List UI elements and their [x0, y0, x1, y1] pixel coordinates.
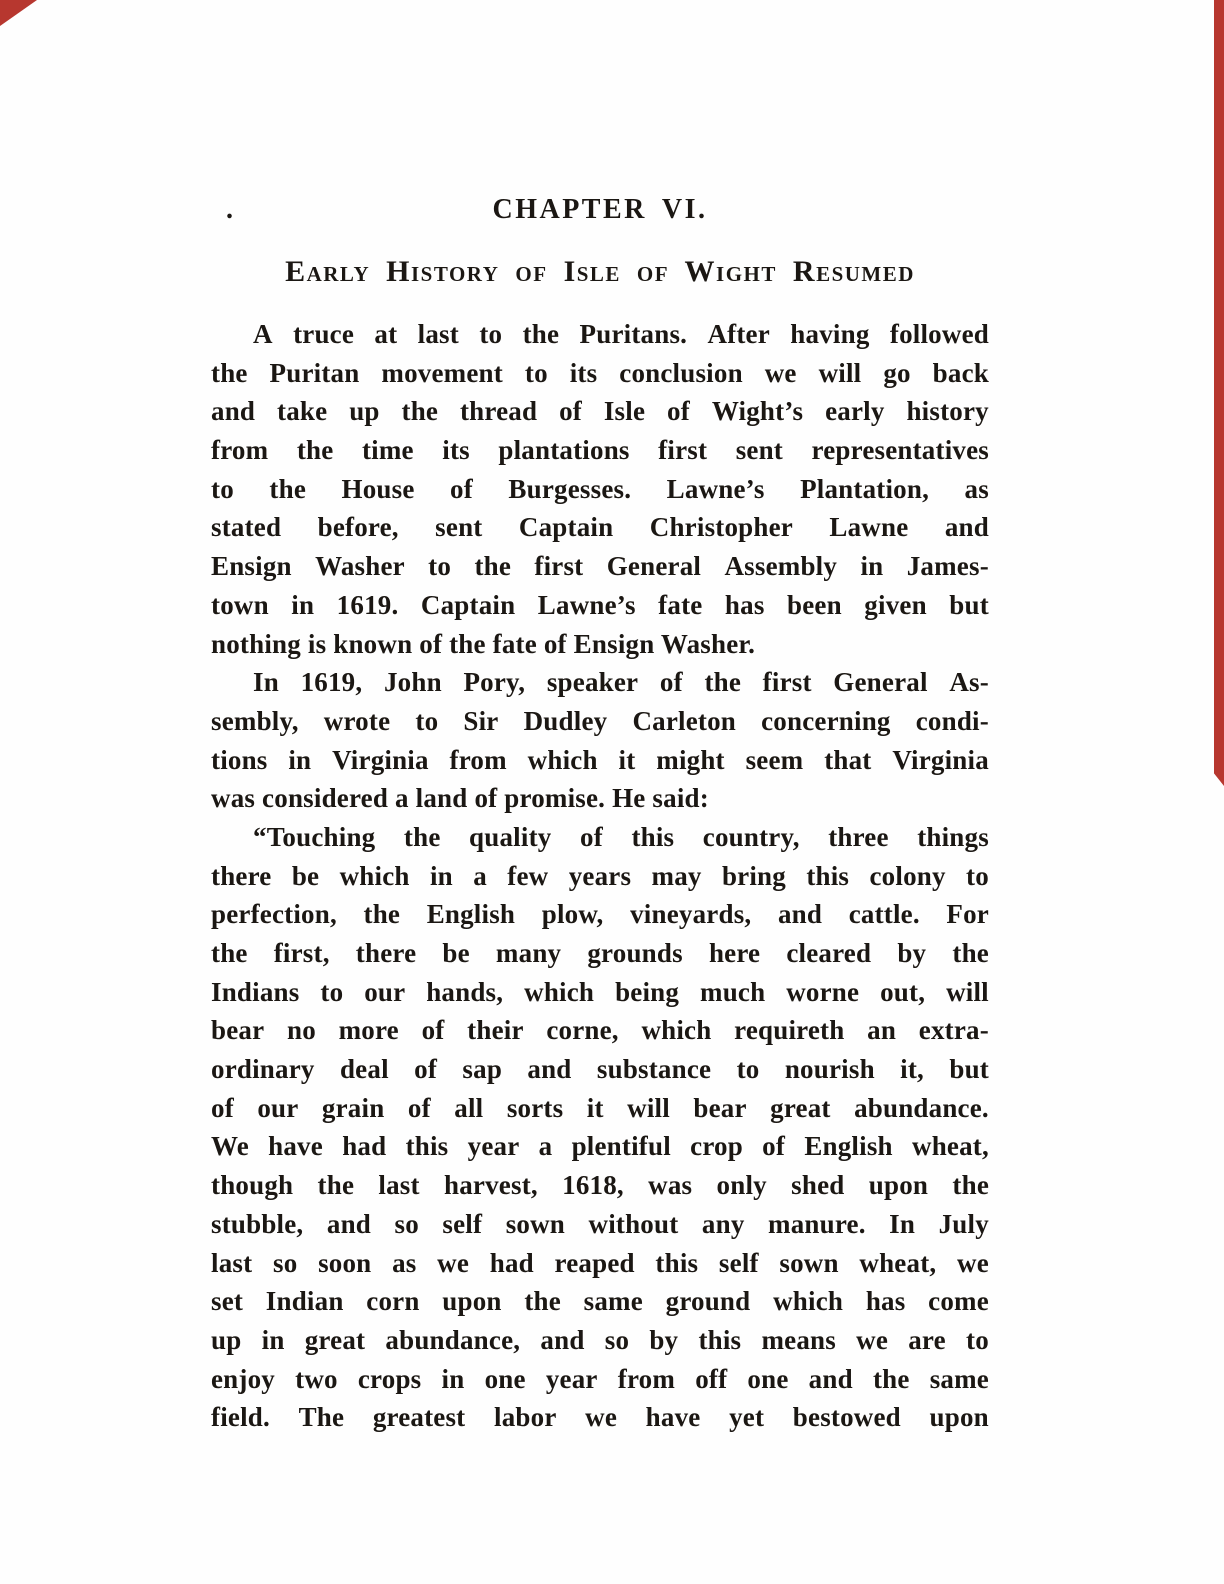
text-line: “Touching the quality of this country, three things — [253, 821, 989, 852]
body-paragraphs — [211, 315, 989, 1437]
text-line: and take up the thread of Isle of Wight’s early history — [211, 396, 989, 427]
text-line: In 1619, John Pory, speaker of the first General As- — [253, 667, 989, 698]
text-line: bear no more of their corne, which requireth an extra- — [211, 1015, 989, 1046]
section-heading: Early History of Isle of Wight Resumed — [285, 255, 915, 288]
text-line: sembly, wrote to Sir Dudley Carleton concerning condi- — [211, 705, 989, 736]
text-line: to the House of Burgesses. Lawne’s Plantation, as — [211, 473, 989, 504]
text-line: last so soon as we had reaped this self sown wheat, we — [211, 1247, 989, 1278]
text-line: though the last harvest, 1618, was only shed upon the — [211, 1170, 989, 1201]
text-line: the first, there be many grounds here cleared by the — [211, 938, 989, 968]
text-line: ordinary deal of sap and substance to nourish it, but — [211, 1054, 989, 1085]
text-line: up in great abundance, and so by this means we are to — [211, 1324, 989, 1355]
paragraph — [211, 818, 989, 1437]
text-line: Ensign Washer to the first General Assembly in James- — [211, 551, 989, 582]
text-line: stubble, and so self sown without any manure. In July — [211, 1208, 989, 1239]
paragraph — [211, 663, 989, 818]
text-line: of our grain of all sorts it will bear great abundance. — [211, 1092, 989, 1123]
text-line: field. The greatest labor we have yet bestowed upon — [211, 1402, 989, 1433]
text-line: was considered a land of promise. He said: — [211, 783, 709, 814]
text-line: from the time its plantations first sent representatives — [211, 435, 989, 466]
text-line: We have had this year a plentiful crop of English wheat, — [211, 1131, 989, 1162]
text-line: set Indian corn upon the same ground which has come — [211, 1286, 989, 1317]
text-line: perfection, the English plow, vineyards, and cattle. For — [211, 899, 989, 930]
scan-artifact-red-right-edge — [1214, 0, 1224, 786]
paragraph — [211, 315, 989, 663]
text-line: the Puritan movement to its conclusion we will go back — [211, 357, 989, 388]
text-line: A truce at last to the Puritans. After having followed — [253, 319, 989, 349]
stray-ink-dot: . — [226, 194, 233, 225]
chapter-heading: CHAPTER VI. — [492, 194, 708, 225]
text-line: nothing is known of the fate of Ensign Washer. — [211, 628, 756, 659]
text-line: tions in Virginia from which it might seem that Virginia — [211, 744, 989, 775]
text-line: there be which in a few years may bring this colony to — [211, 860, 989, 891]
text-line: Indians to our hands, which being much worne out, will — [211, 976, 989, 1007]
text-line: enjoy two crops in one year from off one and the same — [211, 1363, 989, 1394]
scan-artifact-red-top-left — [0, 0, 37, 26]
text-line: stated before, sent Captain Christopher Lawne and — [211, 512, 989, 543]
text-line: town in 1619. Captain Lawne’s fate has been given but — [211, 589, 989, 620]
